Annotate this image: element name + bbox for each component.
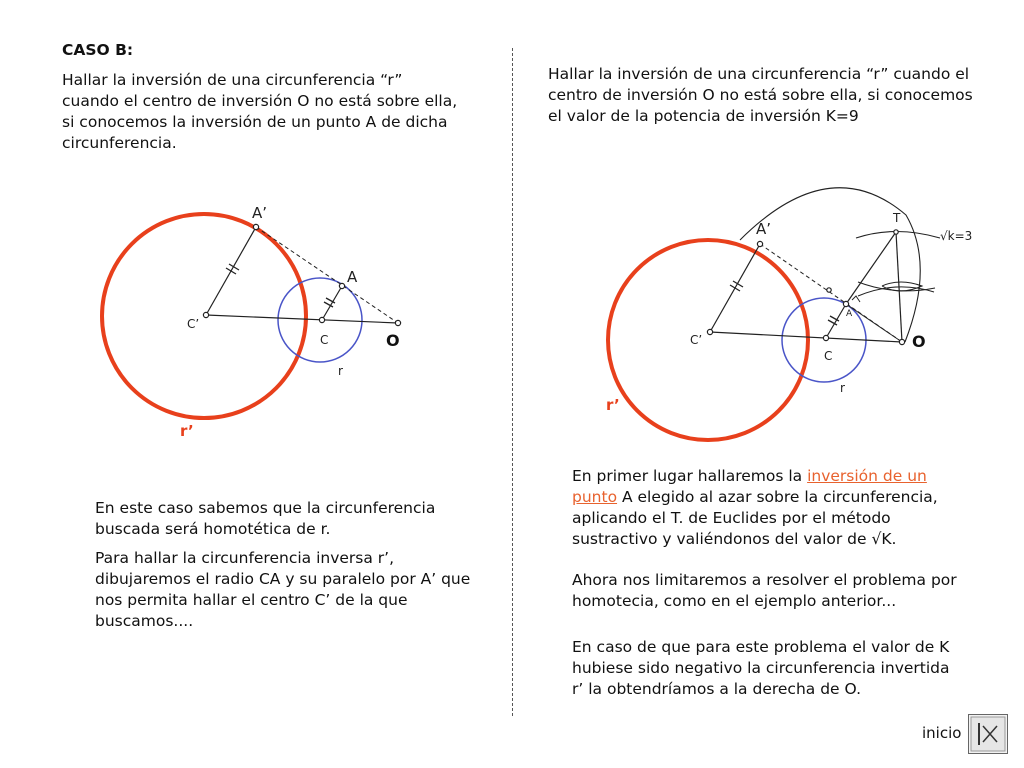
right-explanation-3: En caso de que para este problema el valor de K hubiese sido negativo la circunferencia invertida r’ la obtendríamos a la derecha de O. [572,638,950,698]
label-t: T [893,211,901,225]
right-figure [606,188,972,440]
line-c-prime-o [206,315,398,323]
home-label[interactable]: inicio [922,724,962,742]
label-c-prime: C’ [187,317,200,331]
line-a-prime-o [256,227,398,323]
left-points [203,224,400,325]
right-explanation-2: Ahora nos limitaremos a resolver el problema por homotecia, como en el ejemplo anterior... [572,571,957,610]
label-r-prime: r’ [606,396,620,414]
label-a: A [846,309,853,319]
right-angle-mark [852,296,860,302]
label-o: O [912,332,926,351]
left-problem-statement: Hallar la inversión de una circunferencia “r” cuando el centro de inversión O no está sobre ella, si conocemos la inversión de un punto A de dicha circunferencia. [62,71,458,152]
home-button[interactable] [968,714,1008,754]
line-t-a [846,232,896,304]
label-a-prime: A’ [756,220,772,238]
explanation-1-after: A elegido al azar sobre la circunferencia, aplicando el T. de Euclides por el método sustractivo y valiéndonos del valor de √K. [572,488,938,548]
label-r: r [840,381,845,395]
label-a-prime: A’ [252,204,268,222]
label-c: C [320,333,329,347]
skip-to-start-icon [968,714,1008,754]
label-r-prime: r’ [180,422,194,440]
label-c-prime: C’ [690,333,703,347]
bisector-arc-2 [858,287,934,296]
inverse-circle-r-prime [608,240,808,440]
right-parallel-ticks [730,281,839,325]
left-explanation-2: Para hallar la circunferencia inversa r’, dibujaremos el radio CA y su paralelo por A’ que nos permita hallar el centro C’ de la que buscamos.... [95,549,471,630]
left-parallel-ticks [226,264,335,307]
left-figure [102,204,401,440]
point-inversion-link[interactable]: inversión de un punto [572,467,927,506]
right-problem-statement: Hallar la inversión de una circunferencia “r” cuando el centro de inversión O no está sobre ella, si conocemos el valor de la potencia de inversión K=9 [548,65,973,125]
label-sqrt-k: √k=3 [940,229,973,243]
line-a-o [846,304,902,342]
explanation-1-before: En primer lugar hallaremos la [572,467,808,485]
left-explanation-1: En este caso sabemos que la circunferencia buscada será homotética de r. [95,499,436,538]
case-title: CASO B: [62,41,134,59]
label-o: O [386,331,400,350]
label-a: A [347,268,358,286]
label-r: r [338,364,343,378]
label-c: C [824,349,833,363]
